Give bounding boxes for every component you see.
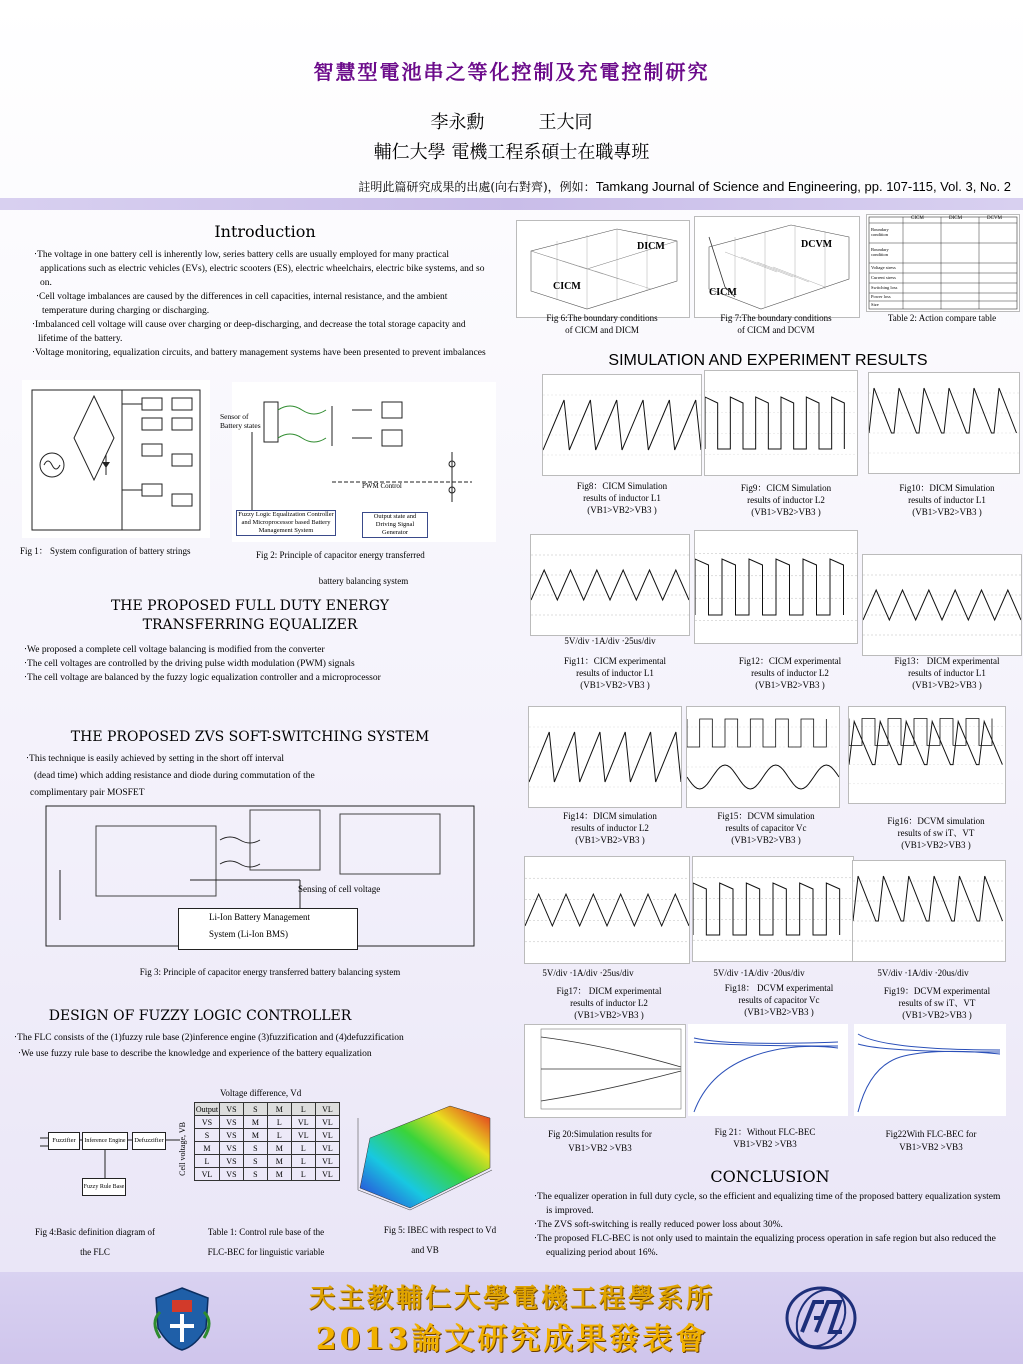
fig21-curves bbox=[688, 1024, 848, 1116]
fig20-caption-2: VB1>VB2 >VB3 bbox=[568, 1143, 632, 1153]
table1-rule-base bbox=[180, 1088, 340, 1200]
table-row bbox=[195, 1129, 340, 1142]
caption-line: Fig10：DICM Simulation bbox=[899, 483, 995, 493]
table1-caption-2: FLC-BEC for linguistic variable bbox=[207, 1247, 325, 1257]
fig22-caption-1: Fig22With FLC-BEC for bbox=[885, 1129, 977, 1139]
zvs-p1: ‧This technique is easily achieved by setting in the short off interval bbox=[26, 754, 284, 764]
intro-text bbox=[20, 248, 490, 360]
table-cell: VL bbox=[315, 1155, 339, 1168]
department-logo bbox=[784, 1282, 858, 1354]
caption-line: (VB1>VB2>VB3 ) bbox=[574, 1010, 644, 1020]
fig3-caption: Fig 3: Principle of capacitor energy transferred battery balancing system bbox=[139, 967, 401, 977]
authors: 李永勳 王大同 bbox=[430, 112, 593, 133]
inference-engine-block: Inference Engine bbox=[82, 1132, 128, 1150]
fig1-caption: Fig 1： System configuration of battery strings bbox=[20, 546, 191, 556]
zvs-heading: THE PROPOSED ZVS SOFT-SWITCHING SYSTEM bbox=[70, 729, 430, 745]
fig22-curves bbox=[854, 1024, 1006, 1116]
table-cell: M bbox=[243, 1116, 267, 1129]
defuzzifier-block: Defuzzifier bbox=[132, 1132, 166, 1150]
fig20-curves bbox=[525, 1025, 685, 1117]
waveform-panel bbox=[692, 856, 854, 962]
scope-label-fig19: 5V/div ‧1A/div ‧20us/div bbox=[877, 968, 969, 978]
table2-col-dicm: DICM bbox=[949, 216, 963, 221]
fuzzy-rule-base-block: Fuzzy Rule Base bbox=[82, 1178, 126, 1196]
affiliation: 輔仁大學 電機工程系碩士在職專班 bbox=[373, 142, 650, 163]
caption-line: (VB1>VB2>VB3 ) bbox=[912, 507, 982, 517]
fig5-caption-2: and VB bbox=[411, 1245, 439, 1255]
table1-header-row bbox=[195, 1103, 340, 1116]
full-duty-p1: ‧We proposed a complete cell voltage balancing is modified from the converter bbox=[24, 645, 325, 655]
waveform-caption bbox=[862, 815, 1010, 851]
conclusion-heading: CONCLUSION bbox=[710, 1167, 830, 1186]
waveform-plot bbox=[687, 707, 839, 807]
table-cell: L bbox=[195, 1155, 220, 1168]
fig6-boundary-plot bbox=[516, 220, 690, 318]
fig5-surface bbox=[350, 1098, 500, 1216]
header-divider-band bbox=[0, 198, 1023, 210]
waveform-panel bbox=[530, 534, 690, 636]
caption-line: Fig13： DICM experimental bbox=[894, 656, 1000, 666]
waveform-panel bbox=[524, 856, 690, 964]
fig5-surface-plot bbox=[350, 1098, 500, 1216]
table-cell: VS bbox=[219, 1103, 243, 1116]
full-duty-text bbox=[24, 643, 464, 685]
zvs-p3: complimentary pair MOSFET bbox=[30, 788, 145, 798]
table2-row-label: Voltage stress bbox=[871, 265, 896, 270]
caption-line: results of inductor L1 bbox=[583, 493, 661, 503]
university-logo-icon bbox=[146, 1282, 218, 1354]
waveform-trace bbox=[869, 388, 1017, 433]
caption-line: results of inductor L2 bbox=[571, 823, 649, 833]
table-cell: VS bbox=[219, 1142, 243, 1155]
caption-line: Fig8：CICM Simulation bbox=[576, 481, 668, 491]
table2-row-label: Boundary condition bbox=[871, 247, 889, 257]
table-cell: M bbox=[267, 1168, 291, 1181]
waveform-caption bbox=[720, 655, 860, 691]
caption-line: (VB1>VB2>VB3 ) bbox=[901, 840, 971, 850]
caption-line: Fig15：DCVM simulation bbox=[717, 811, 815, 821]
caption-line: results of capacitor Vc bbox=[738, 995, 820, 1005]
fig3-bms-box bbox=[178, 908, 358, 950]
waveform-caption bbox=[540, 655, 690, 691]
table-cell: VL bbox=[291, 1116, 315, 1129]
waveform-panel bbox=[542, 374, 702, 476]
waveform-plot bbox=[695, 531, 857, 643]
table-cell: Output bbox=[195, 1104, 219, 1114]
fuzzifier-block: Fuzzifier bbox=[48, 1132, 80, 1150]
table-cell: VS bbox=[219, 1168, 243, 1181]
waveform-caption bbox=[534, 985, 684, 1021]
fig2-capacitor-transfer bbox=[220, 382, 496, 542]
caption-line: (VB1>VB2>VB3 ) bbox=[912, 680, 982, 690]
table-row bbox=[195, 1116, 340, 1129]
waveform-trace bbox=[695, 559, 844, 615]
waveform-plot bbox=[525, 857, 689, 963]
table-row bbox=[195, 1142, 340, 1155]
waveform-plot bbox=[863, 555, 1021, 655]
caption-line: (VB1>VB2>VB3 ) bbox=[580, 680, 650, 690]
waveform-plot bbox=[543, 375, 701, 475]
waveform-plot bbox=[531, 535, 689, 635]
fig3-bms-line1: Li-Ion Battery Management bbox=[209, 912, 310, 922]
table-cell: VS bbox=[195, 1116, 220, 1129]
caption-line: (VB1>VB2>VB3 ) bbox=[902, 1010, 972, 1020]
waveform-caption bbox=[716, 482, 856, 518]
full-duty-p3: ‧The cell voltage are balanced by the fuzzy logic equalization controller and a microprocessor bbox=[24, 673, 381, 683]
intro-heading: Introduction bbox=[214, 222, 316, 241]
fig7-mesh bbox=[695, 217, 859, 317]
waveform-plot bbox=[529, 707, 681, 807]
waveform-trace bbox=[525, 894, 689, 926]
waveform-panel bbox=[862, 554, 1022, 656]
table2-row-label: Current stress bbox=[871, 275, 896, 280]
waveform-plot bbox=[705, 371, 857, 475]
citation-prefix: 註明此篇研究成果的出處(向右對齊)，例如： bbox=[358, 180, 596, 194]
caption-line: results of sw iT、VT bbox=[897, 828, 975, 838]
table2-row-label: Boundary condition bbox=[871, 227, 889, 237]
scope-label-fig18: 5V/div ‧1A/div ‧20us/div bbox=[713, 968, 805, 978]
fig7-label-dcvm: DCVM bbox=[801, 239, 833, 250]
table-cell: VL bbox=[315, 1168, 339, 1181]
table-cell: VL bbox=[315, 1116, 339, 1129]
fig20-sim-plot bbox=[524, 1024, 686, 1118]
caption-line: results of inductor L1 bbox=[576, 668, 654, 678]
fuzzy-p1: ‧The FLC consists of the (1)fuzzy rule base (2)inference engine (3)fuzzification and (4)defuzzification bbox=[14, 1033, 404, 1043]
waveform-panel bbox=[704, 370, 858, 476]
caption-line: (VB1>VB2>VB3 ) bbox=[731, 835, 801, 845]
footer-event: 2013論文研究成果發表會 bbox=[315, 1322, 709, 1357]
table-row bbox=[195, 1168, 340, 1181]
conclusion-text bbox=[534, 1190, 1002, 1260]
caption-line: (VB1>VB2>VB3 ) bbox=[575, 835, 645, 845]
fuzzy-text bbox=[14, 1030, 494, 1062]
caption-line: (VB1>VB2>VB3 ) bbox=[744, 1007, 814, 1017]
fig2-sensor-label: Sensor of Battery states bbox=[220, 412, 261, 430]
waveform-trace bbox=[853, 876, 1002, 921]
waveform-caption bbox=[876, 482, 1018, 518]
waveform-trace bbox=[543, 400, 701, 450]
table2-col-cicm: CICM bbox=[911, 216, 924, 221]
fig6-mesh bbox=[517, 221, 689, 317]
caption-line: Fig19：DCVM experimental bbox=[883, 986, 991, 996]
caption-line: Fig9：CICM Simulation bbox=[740, 483, 832, 493]
waveform-plot bbox=[869, 373, 1019, 473]
fig3-sensing-label: Sensing of cell voltage bbox=[298, 884, 381, 894]
table1-caption-1: Table 1: Control rule base of the bbox=[207, 1227, 325, 1237]
caption-line: (VB1>VB2>VB3 ) bbox=[587, 505, 657, 515]
poster-title: 智慧型電池串之等化控制及充電控制研究 bbox=[313, 60, 710, 84]
intro-p1: ‧The voltage in one battery cell is inherently low, series battery cells are usually employed for many practical applications such as electric vehicles (EVs), electric scooters (ES), electric wheelchairs, electric bike systems, and so on. bbox=[34, 250, 485, 288]
waveform-trace bbox=[705, 397, 844, 449]
waveform-panel bbox=[848, 706, 1006, 804]
table-cell: L bbox=[291, 1103, 315, 1116]
caption-line: Fig17： DICM experimental bbox=[556, 986, 662, 996]
waveform-caption bbox=[862, 985, 1012, 1021]
waveform-caption bbox=[704, 982, 854, 1018]
citation-line bbox=[358, 178, 1011, 195]
fuzzy-p2: ‧We use fuzzy rule base to describe the knowledge and experience of the battery equalization bbox=[18, 1049, 372, 1059]
table1-grid bbox=[194, 1102, 340, 1181]
waveform-panel bbox=[686, 706, 840, 808]
fig7-caption-1: Fig 7:The boundary conditions bbox=[720, 313, 832, 323]
full-duty-p2: ‧The cell voltages are controlled by the driving pulse width modulation (PWM) signals bbox=[24, 659, 355, 669]
fig21-caption-1: Fig 21：Without FLC-BEC bbox=[714, 1127, 816, 1137]
waveform-plot bbox=[693, 857, 853, 961]
waveform-plot bbox=[849, 707, 1005, 803]
fig21-plot bbox=[688, 1024, 848, 1116]
caption-line: Fig12：CICM experimental bbox=[738, 656, 842, 666]
fig2-fuzzy-box: Fuzzy Logic Equalization Controller and Microprocessor based Battery Management System bbox=[236, 510, 336, 536]
fig6-label-dicm: DICM bbox=[637, 241, 665, 252]
table-cell: VL bbox=[315, 1142, 339, 1155]
scope-label-fig17: 5V/div ‧1A/div ‧25us/div bbox=[542, 968, 634, 978]
table-cell: M bbox=[195, 1142, 220, 1155]
intro-p3: ‧Imbalanced cell voltage will cause over charging or deep-discharging, and decrease the total storage capacity and lifetime of the battery. bbox=[32, 320, 466, 344]
waveform-caption bbox=[562, 480, 682, 516]
table-cell: L bbox=[267, 1129, 291, 1142]
fig3-zvs-circuit bbox=[40, 800, 480, 958]
fig4-caption-1: Fig 4:Basic definition diagram of bbox=[35, 1227, 155, 1237]
caption-line: results of inductor L1 bbox=[908, 668, 986, 678]
table-cell: M bbox=[267, 1155, 291, 1168]
fig6-caption-2: of CICM and DICM bbox=[565, 325, 639, 335]
citation-text: Tamkang Journal of Science and Engineering, pp. 107-115, Vol. 3, No. 2 bbox=[595, 179, 1011, 194]
waveform-caption bbox=[540, 810, 680, 846]
fig7-boundary-plot bbox=[694, 216, 860, 318]
table-cell: M bbox=[267, 1103, 291, 1116]
table-cell: S bbox=[243, 1168, 267, 1181]
table-cell: VS bbox=[219, 1116, 243, 1129]
fig22-caption-2: VB1>VB2 >VB3 bbox=[899, 1142, 963, 1152]
fuzzy-heading: DESIGN OF FUZZY LOGIC CONTROLLER bbox=[48, 1008, 352, 1024]
fig6-label-cicm: CICM bbox=[553, 281, 581, 292]
table-cell: S bbox=[243, 1103, 267, 1116]
table2-action-compare bbox=[866, 214, 1020, 312]
table-cell: L bbox=[291, 1155, 315, 1168]
fig7-caption-2: of CICM and DCVM bbox=[737, 325, 815, 335]
table2-col-dcvm: DCVM bbox=[987, 216, 1003, 221]
intro-p4: ‧Voltage monitoring, equalization circuits, and battery management systems have been presented to prevent imbalances bbox=[32, 348, 486, 358]
fig21-caption-2: VB1>VB2 >VB3 bbox=[733, 1139, 797, 1149]
fig3-bms-line2: System (Li-Ion BMS) bbox=[209, 929, 289, 939]
caption-line: results of inductor L2 bbox=[747, 495, 825, 505]
waveform-caption bbox=[696, 810, 836, 846]
fig22-plot bbox=[854, 1024, 1006, 1116]
conclusion-p3: ‧The proposed FLC-BEC is not only used to maintain the equalizing process operation in safe region but also reduced the equalizing period about 16%. bbox=[534, 1234, 996, 1258]
caption-line: Fig14：DICM simulation bbox=[563, 811, 657, 821]
fig1-circuit bbox=[22, 380, 210, 538]
table2-row-label: Power loss bbox=[871, 294, 891, 299]
waveform-trace bbox=[863, 590, 1021, 620]
table-cell: L bbox=[291, 1142, 315, 1155]
fig20-caption-1: Fig 20:Simulation results for bbox=[548, 1129, 652, 1139]
sim-heading: SIMULATION AND EXPERIMENT RESULTS bbox=[608, 352, 928, 369]
zvs-text bbox=[26, 751, 466, 802]
waveform-trace-secondary bbox=[687, 719, 826, 747]
fig4-caption-2: the FLC bbox=[80, 1247, 110, 1257]
waveform-trace-secondary bbox=[849, 719, 992, 746]
zvs-p2: (dead time) which adding resistance and diode during commutation of the bbox=[34, 771, 315, 781]
table-cell: S bbox=[243, 1155, 267, 1168]
fig4-block-diagram bbox=[40, 1108, 180, 1216]
table-row bbox=[195, 1155, 340, 1168]
caption-line: Fig18： DCVM experimental bbox=[724, 983, 834, 993]
table-cell: L bbox=[267, 1116, 291, 1129]
table2-row-label: Size bbox=[871, 302, 879, 307]
caption-line: results of inductor L2 bbox=[751, 668, 829, 678]
fig5-caption-1: Fig 5: IBEC with respect to Vd bbox=[383, 1225, 497, 1235]
fig2-caption-1: Fig 2: Principle of capacitor energy transferred bbox=[256, 550, 425, 560]
fig6-caption-1: Fig 6:The boundary conditions bbox=[546, 313, 658, 323]
table2-row-label: Switching loss bbox=[871, 285, 898, 290]
fig2-output-box: Output state and Driving Signal Generator bbox=[362, 512, 428, 538]
table-cell: S bbox=[195, 1129, 220, 1142]
university-logo bbox=[146, 1282, 218, 1354]
caption-line: results of sw iT、VT bbox=[898, 998, 976, 1008]
fig2-caption-2: battery balancing system bbox=[318, 576, 409, 586]
waveform-panel bbox=[868, 372, 1020, 474]
conclusion-p1: ‧The equalizer operation in full duty cycle, so the efficient and equalizing time of the proposed battery equalization system is improved. bbox=[534, 1192, 1001, 1216]
intro-p2: ‧Cell voltage imbalances are caused by the differences in cell capacities, internal resistance, and the ambient temperature during charging or discharging. bbox=[36, 292, 448, 316]
table1-title: Voltage difference, Vd bbox=[220, 1088, 302, 1098]
table-cell: VS bbox=[219, 1155, 243, 1168]
fig7-label-cicm: CICM bbox=[709, 287, 737, 298]
table2-caption: Table 2: Action compare table bbox=[887, 313, 997, 323]
table-cell: VL bbox=[195, 1168, 220, 1181]
waveform-trace bbox=[531, 570, 689, 600]
caption-line: results of inductor L2 bbox=[570, 998, 648, 1008]
department-logo-icon bbox=[784, 1282, 858, 1354]
table-cell: VL bbox=[315, 1103, 339, 1116]
table-cell: VL bbox=[315, 1129, 339, 1142]
waveform-trace bbox=[687, 765, 839, 789]
scope-label-fig11: 5V/div ‧1A/div ‧25us/div bbox=[564, 636, 656, 646]
fig1-battery-strings bbox=[22, 380, 210, 538]
table-cell: VL bbox=[291, 1129, 315, 1142]
caption-line: results of inductor L1 bbox=[908, 495, 986, 505]
fig4-flc-diagram bbox=[40, 1108, 180, 1216]
footer-department: 天主教輔仁大學電機工程學系所 bbox=[308, 1284, 715, 1314]
table-cell: L bbox=[291, 1168, 315, 1181]
table1-side-label: Cell voltage, VB bbox=[178, 1122, 187, 1176]
waveform-trace bbox=[693, 883, 840, 935]
waveform-trace bbox=[529, 732, 681, 782]
caption-line: (VB1>VB2>VB3 ) bbox=[751, 507, 821, 517]
caption-line: Fig11：CICM experimental bbox=[564, 656, 666, 666]
caption-line: results of capacitor Vc bbox=[725, 823, 807, 833]
table-cell: M bbox=[243, 1129, 267, 1142]
waveform-panel bbox=[694, 530, 858, 644]
full-duty-heading-2: TRANSFERRING EQUALIZER bbox=[142, 617, 358, 633]
table-cell: S bbox=[243, 1142, 267, 1155]
waveform-plot bbox=[853, 861, 1005, 961]
conclusion-p2: ‧The ZVS soft-switching is really reduced power loss about 30%. bbox=[534, 1220, 783, 1230]
fig2-pwm-label: PWM Control bbox=[362, 482, 402, 490]
caption-line: Fig16：DCVM simulation bbox=[887, 816, 985, 826]
caption-line: (VB1>VB2>VB3 ) bbox=[755, 680, 825, 690]
table-cell: M bbox=[267, 1142, 291, 1155]
full-duty-heading-1: THE PROPOSED FULL DUTY ENERGY bbox=[110, 598, 390, 614]
waveform-panel bbox=[528, 706, 682, 808]
table-cell: VS bbox=[219, 1129, 243, 1142]
waveform-panel bbox=[852, 860, 1006, 962]
waveform-caption bbox=[876, 655, 1018, 691]
